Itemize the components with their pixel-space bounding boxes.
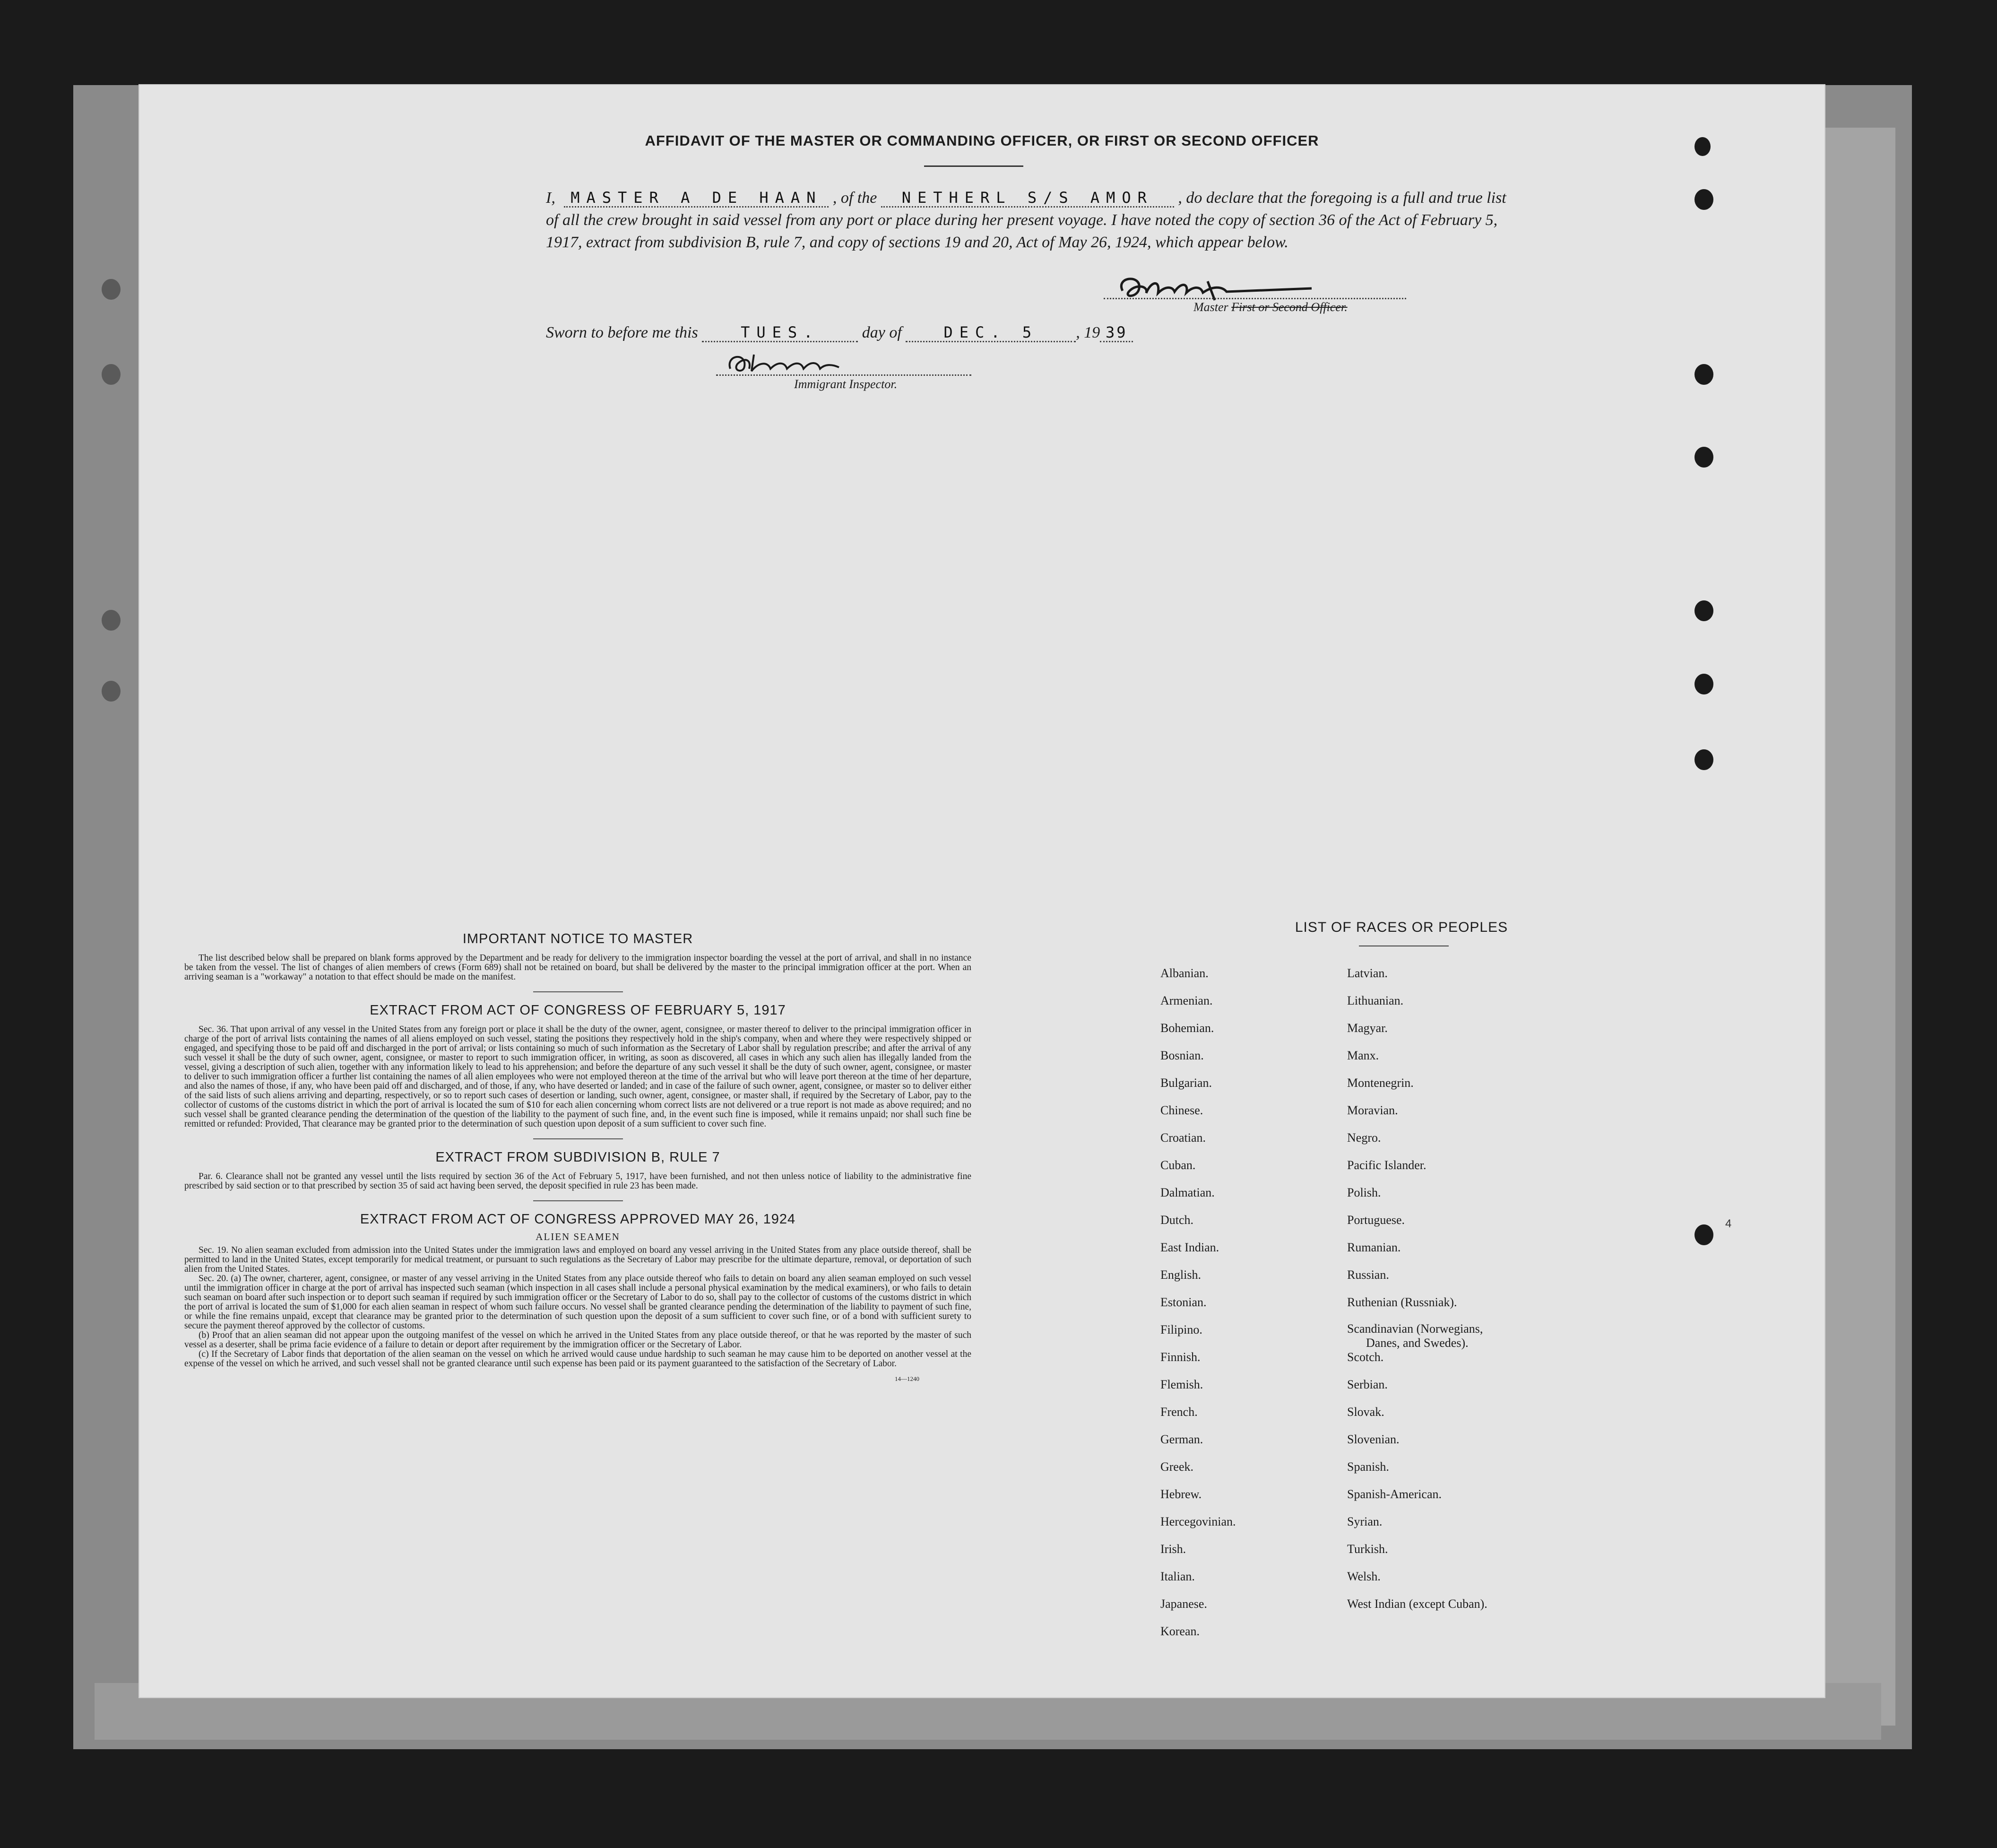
- race-item: Bosnian.: [1160, 1049, 1204, 1062]
- race-item: Estonian.: [1160, 1295, 1207, 1309]
- punch-hole: [102, 364, 121, 385]
- race-item: Dalmatian.: [1160, 1186, 1215, 1199]
- race-item: Cuban.: [1160, 1158, 1196, 1172]
- sec-19-body: Sec. 19. No alien seaman excluded from admission into the United States under the immigration laws and employed on board any vessel arriving in the United States from any place outside thereof, shall be permitted to land in the United States, except temporarily for medical treatment, or pursuant to such regulations as the Secretary of Labor may prescribe for the ultimate departure, removal, or deportation of such alien from the United States.: [184, 1245, 971, 1274]
- race-item: Finnish.: [1160, 1350, 1201, 1364]
- affidavit-body: that the foregoing is a full and true list of all the crew brought in said vessel from any port or place during her present voyage. I have noted the copy of section 36 of the Act of February 5, 1917, extract from subdivision B, rule 7, and copy of sections 19 and 20, Act of May 26, 1924, which appear below.: [546, 189, 1506, 251]
- punch-hole: [1694, 749, 1713, 770]
- manifest-page: [139, 85, 1824, 1697]
- inspector-caption: Immigrant Inspector.: [794, 377, 898, 391]
- race-item: Croatian.: [1160, 1131, 1206, 1145]
- punch-hole: [102, 681, 121, 702]
- race-item: Spanish.: [1347, 1460, 1389, 1474]
- race-item: East Indian.: [1160, 1241, 1219, 1254]
- title-rule: [924, 165, 1023, 167]
- race-item: Hercegovinian.: [1160, 1515, 1236, 1528]
- race-item: Scandinavian (Norwegians,: [1347, 1322, 1483, 1336]
- races-left-column: [1160, 960, 1236, 1645]
- race-item: Turkish.: [1347, 1542, 1388, 1556]
- sec-20b-body: (b) Proof that an alien seaman did not appear upon the outgoing manifest of the vessel on which he arrived in the United States from any place outside thereof, or that he was reported by the master of such vessel as a deserter, shall be prima facie evidence of a failure to detain or deport after requirement by the immigration officer or the Secretary of Labor.: [184, 1330, 971, 1350]
- race-item: West Indian (except Cuban).: [1347, 1597, 1487, 1611]
- race-item: Irish.: [1160, 1542, 1186, 1556]
- punch-hole: [1694, 189, 1713, 210]
- race-item: Syrian.: [1347, 1515, 1383, 1528]
- struck-officer-caption: First or Second Officer.: [1231, 300, 1348, 314]
- race-item: French.: [1160, 1405, 1198, 1419]
- race-item: Scotch.: [1347, 1350, 1384, 1364]
- master-caption-label: Master: [1193, 300, 1228, 314]
- race-item: Korean.: [1160, 1624, 1200, 1638]
- race-item: German.: [1160, 1432, 1203, 1446]
- of-the-label: , of the: [832, 189, 877, 207]
- race-item: Russian.: [1347, 1268, 1389, 1282]
- race-item: Montenegrin.: [1347, 1076, 1414, 1090]
- races-title: LIST OF RACES OR PEOPLES: [1295, 920, 1508, 935]
- race-item: Polish.: [1347, 1186, 1381, 1199]
- affidavit-title: AFFIDAVIT OF THE MASTER OR COMMANDING OFFICER, OR FIRST OR SECOND OFFICER: [645, 132, 1319, 149]
- notice-title: IMPORTANT NOTICE TO MASTER: [462, 931, 693, 946]
- race-item: Greek.: [1160, 1460, 1194, 1474]
- race-item: Hebrew.: [1160, 1487, 1202, 1501]
- legal-notices: [184, 931, 971, 1383]
- race-item: Slovenian.: [1347, 1432, 1400, 1446]
- sec-20a-body: Sec. 20. (a) The owner, charterer, agent, consignee, or master of any vessel arriving in the United States from any place outside thereof who fails to detain on board any alien seaman employed on such vessel until the immigration officer in charge at the port of arrival has inspected such seaman (which inspection in all cases shall include a personal physical examination by the medical examiners), or who fails to detain such seaman on board after such inspection or to deport such seaman if required by such immigration officer or the Secretary of Labor to do so, shall pay to the collector of customs of the customs district in which the port of arrival is located the sum of $1,000 for each alien seaman in respect of whom such failure occurs. No vessel shall be granted clearance pending the determination of the liability to payment of such fine, or while the fine remains unpaid, except that clearance may be granted prior to the determination of such question upon the deposit of a sum sufficient to cover such fine, or of a bond with sufficient surety to secure the payment thereof approved by the collector of customs.: [184, 1274, 971, 1331]
- race-item: Flemish.: [1160, 1378, 1203, 1391]
- race-item: Serbian.: [1347, 1378, 1388, 1391]
- race-item: Welsh.: [1347, 1570, 1381, 1583]
- race-item: Moravian.: [1347, 1103, 1398, 1117]
- act-1924-title: EXTRACT FROM ACT OF CONGRESS APPROVED MAY 26, 1924: [360, 1212, 796, 1227]
- rule-7-title: EXTRACT FROM SUBDIVISION B, RULE 7: [435, 1150, 720, 1165]
- sec-20c-body: (c) If the Secretary of Labor finds that deportation of the alien seaman on the vessel on which he arrived would cause undue hardship to such seaman he may cause him to be deported on another vessel at the expense of the vessel on which he arrived, and such vessel shall not be granted clearance until such expense has been paid or its payment guaranteed to the satisfaction of the Secretary of Labor.: [184, 1349, 971, 1369]
- master-caption: [1193, 300, 1348, 314]
- punch-hole: [1694, 447, 1713, 468]
- section-rule: [533, 1200, 623, 1201]
- punch-hole: [102, 610, 121, 631]
- race-item: Latvian.: [1347, 966, 1388, 980]
- vessel-field: NETHERL S/S AMOR: [881, 189, 1174, 208]
- day-of-label: day of: [862, 324, 902, 341]
- race-item: Bulgarian.: [1160, 1076, 1212, 1090]
- race-item: Armenian.: [1160, 994, 1213, 1007]
- section-rule: [533, 1138, 623, 1139]
- punch-hole: [1694, 674, 1713, 694]
- section-rule: [533, 991, 623, 992]
- notice-body: The list described below shall be prepared on blank forms approved by the Department and be ready for delivery to the immigration inspector boarding the vessel at the port of arrival, and shall in no instance be taken from the vessel. The list of changes of alien members of crews (Form 689) shall not be retained on board, but shall be delivered by the master to the principal immigration officer at the port. When an arriving seaman is a "workaway" a notation to that effect should be made on the manifest.: [184, 953, 971, 982]
- inspector-signature-line: [716, 374, 971, 376]
- race-item: Rumanian.: [1347, 1241, 1401, 1254]
- races-right-column: [1347, 960, 1487, 1618]
- race-item: English.: [1160, 1268, 1201, 1282]
- form-number: 14—1240: [895, 1375, 919, 1382]
- race-item: Negro.: [1347, 1131, 1381, 1145]
- year-prefix: , 19: [1076, 324, 1100, 341]
- race-item: Spanish-American.: [1347, 1487, 1442, 1501]
- race-item: Chinese.: [1160, 1103, 1203, 1117]
- rule-7-body: Par. 6. Clearance shall not be granted any vessel until the lists required by section 36 of the Act of February 5, 1917, have been furnished, and not then unless notice of liability to the administrative fine prescribed by said section or to that prescribed by section 35 of said act having been served, the deposit specified in rule 23 has been made.: [184, 1171, 971, 1191]
- race-item: Manx.: [1347, 1049, 1379, 1062]
- race-item: Danes, and Swedes).: [1366, 1336, 1469, 1350]
- race-item: Lithuanian.: [1347, 994, 1404, 1007]
- sworn-label: Sworn to before me this: [546, 324, 698, 341]
- race-item: Filipino.: [1160, 1323, 1202, 1336]
- act-1917-body: Sec. 36. That upon arrival of any vessel in the United States from any foreign port or place it shall be the duty of the owner, agent, consignee, or master thereof to deliver to the principal immigration officer in charge of the port of arrival lists containing the names of all aliens employed on such vessel, stating the positions they respectively hold in the ship's company, when and where they were respectively shipped or engaged, and specifying those to be paid off and discharged in the port of arrival; or lists containing so much of such information as the Secretary of Labor shall by regulation prescribe; and after the arrival of any such vessel it shall be the duty of such owner, agent, consignee, or master to report to such immigration officer, in writing, as soon as discovered, all cases in which any such alien has illegally landed from the vessel, giving a description of such alien, together with any information likely to lead to his apprehension; and before the departure of any such vessel it shall be the duty of such owner, agent, consignee, or master to deliver to such immigration officer a further list containing the names of all alien employees who were not employed thereon at the time of the arrival but who will leave port thereon at the time of her departure, and also the names of those, if any, who have been paid off and discharged, and of those, if any, who have deserted or landed; and in case of the failure of such owner, agent, consignee, or master so to deliver either of the said lists of such aliens arriving and departing, respectively, or so to report such cases of desertion or landing, such owner, agent, consignee, or master shall, if required by the Secretary of Labor, pay to the collector of customs of the customs district in which the port of arrival is located the sum of $10 for each alien concerning whom correct lists are not delivered or a true report is not made as above required; and no such vessel shall be granted clearance pending the determination of the question of the liability to the payment of such fine, and, in the event such fine is imposed, while it remains unpaid; nor shall such fine be remitted or refunded: Provided, That clearance may be granted prior to the determination of such question upon deposit of a sum sufficient to cover such fine.: [184, 1024, 971, 1129]
- punch-hole: [1694, 1224, 1713, 1245]
- declarant-field: MASTER A DE HAAN: [564, 189, 829, 208]
- race-item: Japanese.: [1160, 1597, 1207, 1611]
- sworn-line: [546, 324, 1133, 342]
- alien-seamen-subtitle: ALIEN SEAMEN: [536, 1231, 620, 1242]
- race-item: Italian.: [1160, 1570, 1195, 1583]
- race-item: Portuguese.: [1347, 1213, 1405, 1227]
- race-item: Dutch.: [1160, 1213, 1194, 1227]
- punch-hole: [1694, 364, 1713, 385]
- master-signature-line: [1104, 298, 1406, 299]
- sworn-day-field: TUES.: [702, 324, 858, 342]
- race-item: Ruthenian (Russniak).: [1347, 1295, 1457, 1309]
- year-field: 39: [1100, 324, 1133, 342]
- affidavit-i: I,: [546, 189, 555, 207]
- margin-mark-right: 4: [1725, 1217, 1732, 1230]
- inspector-signature: [726, 347, 844, 376]
- race-item: Bohemian.: [1160, 1021, 1214, 1035]
- race-item: Pacific Islander.: [1347, 1158, 1426, 1172]
- punch-hole: [102, 279, 121, 300]
- sworn-month-field: DEC. 5: [906, 324, 1076, 342]
- punch-hole: [1694, 137, 1711, 156]
- act-1917-title: EXTRACT FROM ACT OF CONGRESS OF FEBRUARY 5, 1917: [370, 1003, 786, 1018]
- race-item: Magyar.: [1347, 1021, 1388, 1035]
- do-declare-label: , do declare: [1178, 189, 1254, 207]
- race-item: Slovak.: [1347, 1405, 1384, 1419]
- affidavit-text: [546, 187, 1520, 253]
- punch-hole: [1694, 600, 1713, 621]
- race-item-two-line: [1347, 1316, 1487, 1350]
- race-item: Albanian.: [1160, 966, 1209, 980]
